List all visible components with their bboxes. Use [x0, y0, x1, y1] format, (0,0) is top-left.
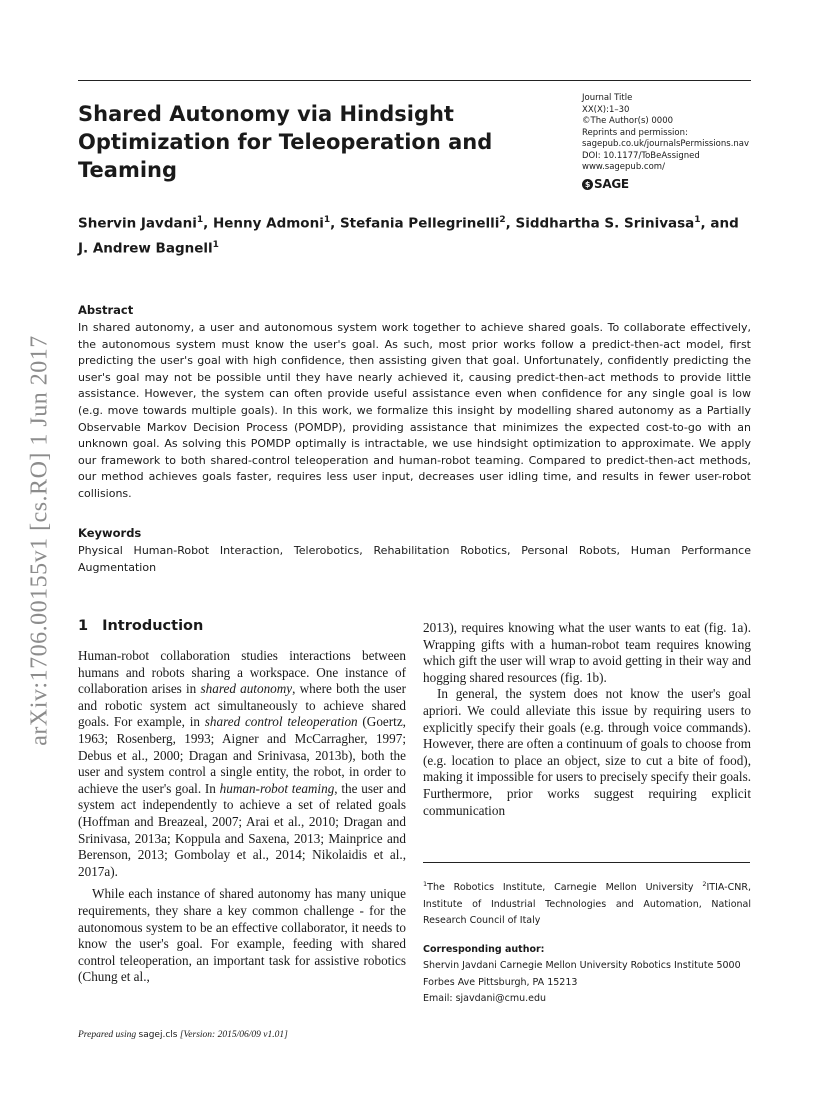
- abstract-heading: Abstract: [78, 303, 134, 317]
- journal-doi[interactable]: DOI: 10.1177/ToBeAssigned: [582, 150, 700, 161]
- intro-paragraph-3: 2013), requires knowing what the user wants to eat (fig. 1a). Wrapping gifts with a human-robot team requires knowing which gift the user will wrap to avoid getting in their way and hogging shared resources (fig. 1b).: [423, 620, 751, 685]
- page-footer: [78, 1030, 288, 1040]
- right-column: [423, 620, 751, 819]
- keywords-text: Physical Human-Robot Interaction, Telerobotics, Rehabilitation Robotics, Personal Robots, Human Performance Augmentation: [78, 544, 751, 574]
- author-affiliation-mark: 2: [499, 215, 506, 225]
- emphasis-term: human-robot teaming: [219, 780, 335, 796]
- footnote-rule: [423, 862, 750, 863]
- arxiv-identifier: [20, 300, 60, 780]
- author-name: Stefania Pellegrinelli: [339, 215, 500, 232]
- section-heading-introduction: [78, 618, 203, 634]
- intro-paragraph-4: In general, the system does not know the user's goal apriori. We could alleviate this issue by requiring users to explicitly specify their goals (e.g. through voice commands). However, there are often a continuum of goals to choose from (e.g. location to place an object, size to cut a bite of food), making it impossible for users to precisely specify their goals. Furthermore, prior works suggest requiring explicit communication: [423, 686, 751, 818]
- footer-prefix: Prepared using: [78, 1030, 139, 1040]
- sage-logo-text: SAGE: [594, 176, 629, 191]
- text-run: Human-robot collaboration studies interactions between humans and robots sharing a workspace. One instance of collaboration arises in: [78, 648, 406, 697]
- footer-version: [Version: 2015/06/09 v1.01]: [177, 1030, 288, 1040]
- paper-title: Shared Autonomy via Hindsight Optimization for Teleoperation and Teaming: [78, 102, 493, 182]
- journal-copyright: ©The Author(s) 0000: [582, 116, 674, 126]
- author-name: J. Andrew Bagnell: [78, 240, 213, 256]
- text-run: , the user and system act independently to achieve a set of related goals (Hoffman and Breazeal, 2007; Arai et al., 2010; Dragan and Srinivasa, 2013a; Koppula and Saxena, 2013; Mainprice and Berenson, 2013; Gombolay et al., 2014; Nikolaidis et al., 2017a).: [78, 780, 407, 879]
- corresponding-author-block: [423, 942, 763, 1008]
- author-affiliation-mark: 1: [196, 215, 204, 225]
- journal-reprints: Reprints and permission:: [582, 127, 688, 138]
- arxiv-identifier-text: arXiv:1706.00155v1 [cs.RO] 1 Jun 2017: [26, 334, 53, 746]
- corresponding-email[interactable]: Email: sjavdani@cmu.edu: [423, 993, 547, 1005]
- text-run: , where both the user and robotic system act simultaneously to achieve shared goals. For example, in: [78, 681, 407, 730]
- text-run: (Goertz, 1963; Rosenberg, 1993; Aigner and McCarragher, 1997; Debus et al., 2000; Dragan and Srinivasa, 2013b), both the user and system control a single entity, the robot, in order to achieve the user's goal. In: [78, 714, 406, 796]
- corresponding-heading: Corresponding author:: [423, 944, 545, 955]
- intro-paragraph-2: While each instance of shared autonomy has many unique requirements, they share a key common challenge - for the autonomous system to be an effective collaborator, it needs to know the user's goal. For example, feeding with shared control teleoperation, an important task for assistive robotics (Chung et al.,: [78, 886, 406, 985]
- corresponding-address-line: Shervin Javdani Carnegie Mellon University Robotics Institute 5000: [423, 960, 741, 972]
- affiliation-text: ITIA-CNR, Institute of Industrial Technologies and Automation, National Research Council of Italy: [423, 882, 751, 926]
- author-conjunction: and: [710, 215, 739, 232]
- abstract-text: In shared autonomy, a user and autonomous system work together to achieve shared goals. To collaborate effectively, the autonomous system must know the user's goal. As such, most prior works follow a predict-then-act model, first predicting the user's goal with high confidence, then assisting given that goal. Unfortunately, confidently predicting the user's goal may not be possible until they have nearly achieved it, causing predict-then-act methods to provide little assistance. However, the system can often provide useful assistance even when confidence for any single goal is low (e.g. move towards multiple goals). In this work, we formalize this insight by modelling shared autonomy as a Partially Observable Markov Decision Process (POMDP), providing assistance that minimizes the expected cost-to-go with an unknown goal. As solving this POMDP optimally is intractable, we use hindsight optimization to approximate. We apply our framework to both shared-control teleoperation and human-robot teaming. Compared to predict-then-act methods, our method achieves goals faster, requires less user input, decreases user idling time, and results in fewer user-robot collisions.: [78, 321, 751, 500]
- affiliation-mark: 2: [702, 880, 707, 888]
- emphasis-term: shared autonomy: [200, 681, 293, 697]
- author-name: Henny Admoni: [212, 215, 324, 232]
- corresponding-address-line: Forbes Ave Pittsburgh, PA 15213: [423, 976, 578, 988]
- sage-disc-icon: $: [582, 179, 593, 190]
- header-rule: [78, 80, 751, 81]
- keywords-heading: Keywords: [78, 526, 142, 540]
- intro-paragraph-1: [78, 648, 406, 880]
- left-column: [78, 648, 406, 986]
- author-name: Shervin Javdani: [78, 215, 197, 232]
- affiliation-mark: 1: [423, 880, 428, 888]
- journal-volume: XX(X):1–30: [582, 104, 630, 115]
- author-list: Shervin Javdani$^1$, Henny Admoni$^1$, Stefania Pellegrinelli$^2$, Siddhartha S. Srinivasa$^1$, and J. Andrew Bagnell$^1$: [78, 215, 739, 256]
- footer-class-name: sagej.cls: [138, 1030, 178, 1040]
- emphasis-term: shared control teleoperation: [204, 714, 358, 730]
- affiliation-text: The Robotics Institute, Carnegie Mellon University: [427, 882, 703, 894]
- author-affiliation-mark: 1: [323, 215, 331, 225]
- author-affiliation-mark: 1: [212, 239, 219, 250]
- journal-permissions-link[interactable]: sagepub.co.uk/journalsPermissions.nav: [582, 139, 750, 149]
- sage-logo: [582, 176, 772, 191]
- author-affiliation-mark: 1: [694, 215, 701, 225]
- journal-title: Journal Title: [582, 93, 633, 103]
- journal-info: [582, 93, 772, 190]
- journal-website-link[interactable]: www.sagepub.com/: [582, 162, 665, 172]
- section-title: Introduction: [102, 618, 204, 634]
- affiliation-footnote: [423, 876, 751, 929]
- section-number: 1: [78, 618, 89, 634]
- author-name: Siddhartha S. Srinivasa: [515, 215, 695, 232]
